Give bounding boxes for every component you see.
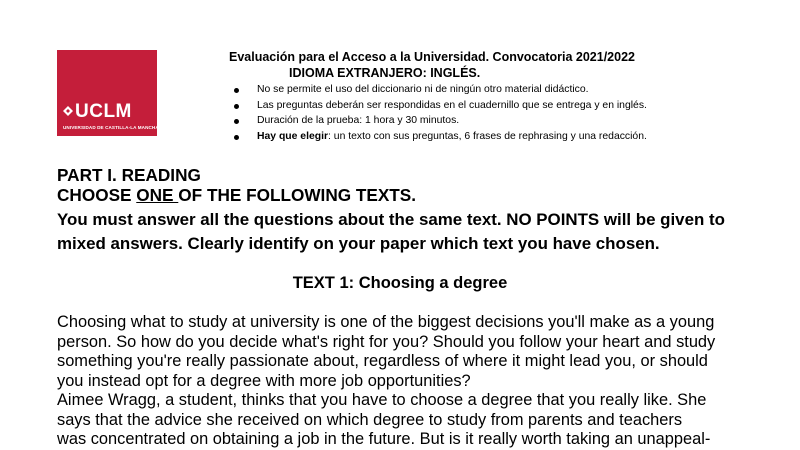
rule-item <box>232 129 647 145</box>
instruction-line: You must answer all the questions about the same text. NO POINTS will be given to <box>57 210 725 229</box>
exam-title: Evaluación para el Acceso a la Universidad. Convocatoria 2021/2022 <box>229 50 635 64</box>
instruction-line: mixed answers. Clearly identify on your paper which text you have chosen. <box>57 234 660 253</box>
text-line: something you're really passionate about, regardless of where it might lead you, or should <box>57 352 708 370</box>
rule-item: No se permite el uso del diccionario ni de ningún otro material didáctico. <box>232 82 647 98</box>
exam-rules-list <box>232 82 647 144</box>
part-heading: PART I. READING <box>57 165 201 185</box>
rule-bold-label: Hay que elegir <box>257 130 329 142</box>
text-line: person. So how do you decide what's right for you? Should you follow your heart and study <box>57 332 716 351</box>
rule-item: Las preguntas deberán ser respondidas en el cuadernillo que se entrega y en inglés. <box>232 98 647 114</box>
choose-prefix: CHOOSE <box>57 185 137 205</box>
choose-suffix: OF THE FOLLOWING TEXTS. <box>178 185 417 205</box>
logo-university-name: UNIVERSIDAD DE CASTILLA-LA MANCHA <box>63 125 159 130</box>
choose-underlined: ONE <box>136 185 179 205</box>
exam-subject: IDIOMA EXTRANJERO: INGLÉS. <box>289 66 481 80</box>
rule-text: : un texto con sus preguntas, 6 frases de rephrasing y una redacción. <box>328 130 647 142</box>
text-body <box>57 313 777 450</box>
text-line: was concentrated on obtaining a job in the future. But is it really worth taking an unappeal- <box>57 430 711 448</box>
text-line: Choosing what to study at university is one of the biggest decisions you'll make as a young <box>57 313 715 331</box>
text-line: Aimee Wragg, a student, thinks that you have to choose a degree that you really like. She <box>57 391 707 409</box>
uclm-emblem-icon <box>63 106 73 116</box>
uclm-logo <box>57 50 157 136</box>
rule-item: Duración de la prueba: 1 hora y 30 minutos. <box>232 113 647 129</box>
text-title: TEXT 1: Choosing a degree <box>292 274 508 292</box>
text-line: you instead opt for a degree with more job opportunities? <box>57 371 471 390</box>
text-line: says that the advice she received on which degree to study from parents and teachers <box>57 410 683 429</box>
logo-wordmark: UCLM <box>75 101 132 122</box>
answer-instructions <box>57 208 787 256</box>
choose-instruction <box>57 185 416 205</box>
